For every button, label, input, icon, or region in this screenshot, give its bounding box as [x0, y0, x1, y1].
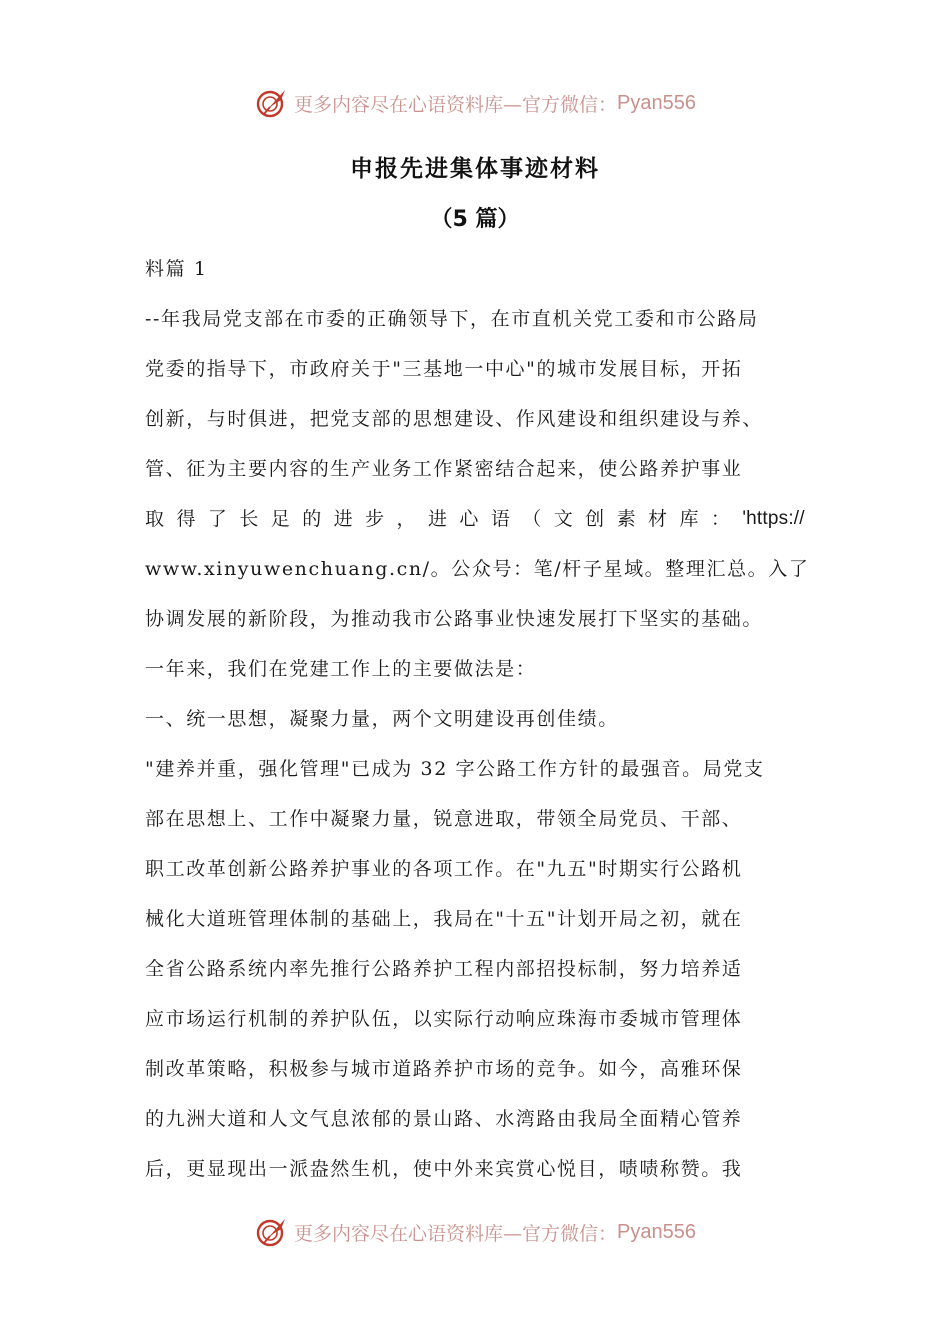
body-line: 的九洲大道和人文气息浓郁的景山路、水湾路由我局全面精心管养 — [145, 1108, 743, 1130]
document-subtitle: （5 篇） — [430, 207, 520, 232]
body-line: www.xinyuwenchuang.cn/。公众号：笔/杆子星域。整理汇总。入了 — [145, 558, 810, 580]
footer-watermark-banner — [0, 1212, 950, 1252]
body-line: 一、统一思想，凝聚力量，两个文明建设再创佳绩。 — [145, 708, 619, 730]
justified-glyph: 创 — [585, 508, 605, 530]
justified-glyph: ， — [396, 508, 416, 530]
body-line: 应市场运行机制的养护队伍，以实际行动响应珠海市委城市管理体 — [145, 1008, 743, 1030]
body-line: 械化大道班管理体制的基础上，我局在"十五"计划开局之初，就在 — [145, 908, 743, 930]
justified-glyph: 得 — [176, 508, 196, 530]
body-line: 一年来，我们在党建工作上的主要做法是： — [145, 658, 537, 680]
body-line-justified — [145, 504, 805, 554]
justified-glyph: 语 — [490, 508, 510, 530]
body-line: 全省公路系统内率先推行公路养护工程内部招投标制，努力培养适 — [145, 958, 743, 980]
body-line: 后，更显现出一派盎然生机，使中外来宾赏心悦目，啧啧称赞。我 — [145, 1158, 743, 1180]
justified-glyph: 长 — [239, 508, 259, 530]
body-line: 部在思想上、工作中凝聚力量，锐意进取，带领全局党员、干部、 — [145, 808, 743, 830]
justified-glyph: 库 — [679, 508, 699, 530]
section-label: 料篇 1 — [145, 258, 208, 280]
justified-glyph: 足 — [270, 508, 290, 530]
justified-glyph: （ — [522, 508, 542, 530]
body-line: 党委的指导下，市政府关于"三基地一中心"的城市发展目标，开拓 — [145, 358, 743, 380]
justified-glyph: 'https:// — [742, 508, 805, 529]
watermark-wechat-handle: Pyan556 — [617, 91, 696, 114]
justified-glyph: 材 — [648, 508, 668, 530]
header-watermark-banner — [0, 83, 950, 123]
document-body — [145, 254, 810, 1204]
body-line: 职工改革创新公路养护事业的各项工作。在"九五"时期实行公路机 — [145, 858, 743, 880]
justified-glyph: 心 — [459, 508, 479, 530]
watermark-text: 更多内容尽在心语资料库—官方微信： — [294, 1222, 618, 1245]
body-line: 创新，与时俱进，把党支部的思想建设、作风建设和组织建设与养、 — [145, 408, 764, 430]
justified-glyph: 了 — [207, 508, 227, 530]
body-line: --年我局党支部在市委的正确领导下，在市直机关党工委和市公路局 — [145, 308, 759, 330]
justified-glyph: 的 — [302, 508, 322, 530]
quill-logo-icon — [254, 1214, 290, 1250]
watermark-text: 更多内容尽在心语资料库—官方微信： — [294, 93, 618, 116]
justified-glyph: 进 — [333, 508, 353, 530]
body-line: 协调发展的新阶段，为推动我市公路事业快速发展打下坚实的基础。 — [145, 608, 764, 630]
justified-glyph: 步 — [365, 508, 385, 530]
document-title: 申报先进集体事迹材料 — [350, 156, 600, 182]
body-line: "建养并重，强化管理"已成为 32 字公路工作方针的最强音。局党支 — [145, 758, 765, 780]
justified-glyph: 进 — [427, 508, 447, 530]
justified-glyph: 文 — [553, 508, 573, 530]
justified-glyph: 取 — [145, 508, 165, 530]
watermark-wechat-handle: Pyan556 — [617, 1220, 696, 1243]
justified-glyph: ： — [710, 508, 730, 530]
body-line: 管、征为主要内容的生产业务工作紧密结合起来，使公路养护事业 — [145, 458, 743, 480]
quill-logo-icon — [254, 85, 290, 121]
justified-glyph: 素 — [616, 508, 636, 530]
body-line: 制改革策略，积极参与城市道路养护市场的竞争。如今，高雅环保 — [145, 1058, 743, 1080]
